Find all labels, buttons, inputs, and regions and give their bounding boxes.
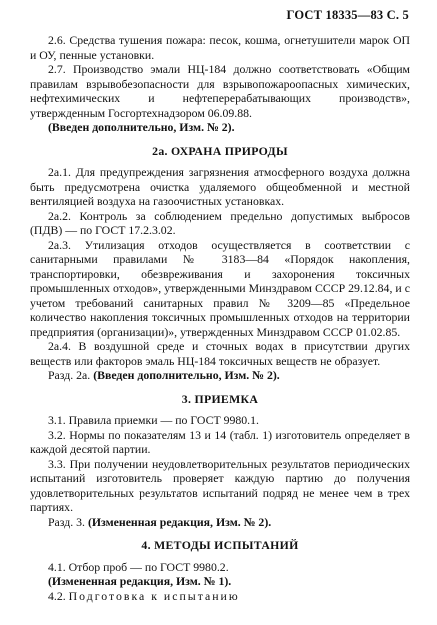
amendment-bold: (Введен дополнительно, Изм. № 2). bbox=[48, 120, 235, 134]
paragraph-2a-1: 2а.1. Для предупреждения загрязнения атмосферного воздуха должна быть предусмотрена очистка удаляемого общеобменной и местной вентиляцией воздуха на газоочистных установках. bbox=[30, 165, 410, 208]
paragraph-2a-4: 2а.4. В воздушной среде и сточных водах в присутствии других веществ или факторов эмаль НЦ-184 токсичных веществ не образует. bbox=[30, 339, 410, 368]
page-header: ГОСТ 18335—83 С. 5 bbox=[286, 8, 409, 22]
amendment-bold: (Измененная редакция, Изм. № 2). bbox=[87, 514, 272, 529]
document-body bbox=[30, 33, 410, 603]
paragraph-3-3: 3.3. При получении неудовлетворительных результатов периодических испытаний изготовитель проверяет каждую партию до получения удовлетворительных результатов испытаний подряд не менее чем в трех партиях. bbox=[30, 456, 410, 514]
paragraph-2-6: 2.6. Средства тушения пожара: песок, кошма, огнетушители марок ОП и ОУ, пенные установки. bbox=[30, 33, 410, 62]
note-prefix: Разд. 2а. bbox=[48, 368, 94, 382]
amendment-bold: (Измененная редакция, Изм. № 1). bbox=[48, 574, 232, 588]
amendment-note bbox=[30, 120, 410, 135]
item-number: 4.2. bbox=[48, 588, 69, 603]
spaced-heading: Подготовка к испытанию bbox=[68, 588, 240, 603]
amendment-bold: (Введен дополнительно, Изм. № 2). bbox=[93, 368, 280, 382]
section-3-note bbox=[30, 515, 410, 530]
paragraph-2a-3: 2а.3. Утилизация отходов осуществляется в соответствии с санитарными правилами № 3183—84 «Порядок накопления, транспортировки, обезвреживания и захоронения токсичных промышленных отходов», утвержденными Минздравом СССР 29.12.84, и с учетом требований санитарных правил № 3209—85 «Предельное количество накопления токсичных промышленных отходов на территории предприятия (организации)», утвержденных Минздравом СССР 01.02.85. bbox=[30, 237, 410, 339]
note-prefix: Разд. 3. bbox=[48, 514, 88, 529]
paragraph-4-1: 4.1. Отбор проб — по ГОСТ 9980.2. bbox=[48, 559, 229, 574]
paragraph-4-2 bbox=[30, 589, 410, 604]
amendment-note bbox=[30, 574, 410, 589]
section-heading-test-methods: 4. МЕТОДЫ ИСПЫТАНИЙ bbox=[141, 538, 299, 552]
paragraph-2a-2: 2а.2. Контроль за соблюдением предельно допустимых выбросов (ПДВ) — по ГОСТ 17.2.3.02. bbox=[30, 208, 410, 237]
paragraph-3-2: 3.2. Нормы по показателям 13 и 14 (табл. 1) изготовитель определяет в каждой десятой партии. bbox=[30, 427, 410, 456]
paragraph-2-7: 2.7. Производство эмали НЦ-184 должно соответствовать «Общим правилам взрывобезопасности для взрывопожароопасных химических, нефтехимических и нефтеперерабатывающих производств», утвержденным Госгортехнадзором 06.09.88. bbox=[30, 62, 410, 120]
section-2a-note bbox=[30, 368, 410, 383]
section-heading-nature: 2а. ОХРАНА ПРИРОДЫ bbox=[152, 143, 288, 158]
section-heading-acceptance: 3. ПРИЕМКА bbox=[181, 391, 259, 406]
paragraph-3-1: 3.1. Правила приемки — по ГОСТ 9980.1. bbox=[48, 413, 259, 427]
